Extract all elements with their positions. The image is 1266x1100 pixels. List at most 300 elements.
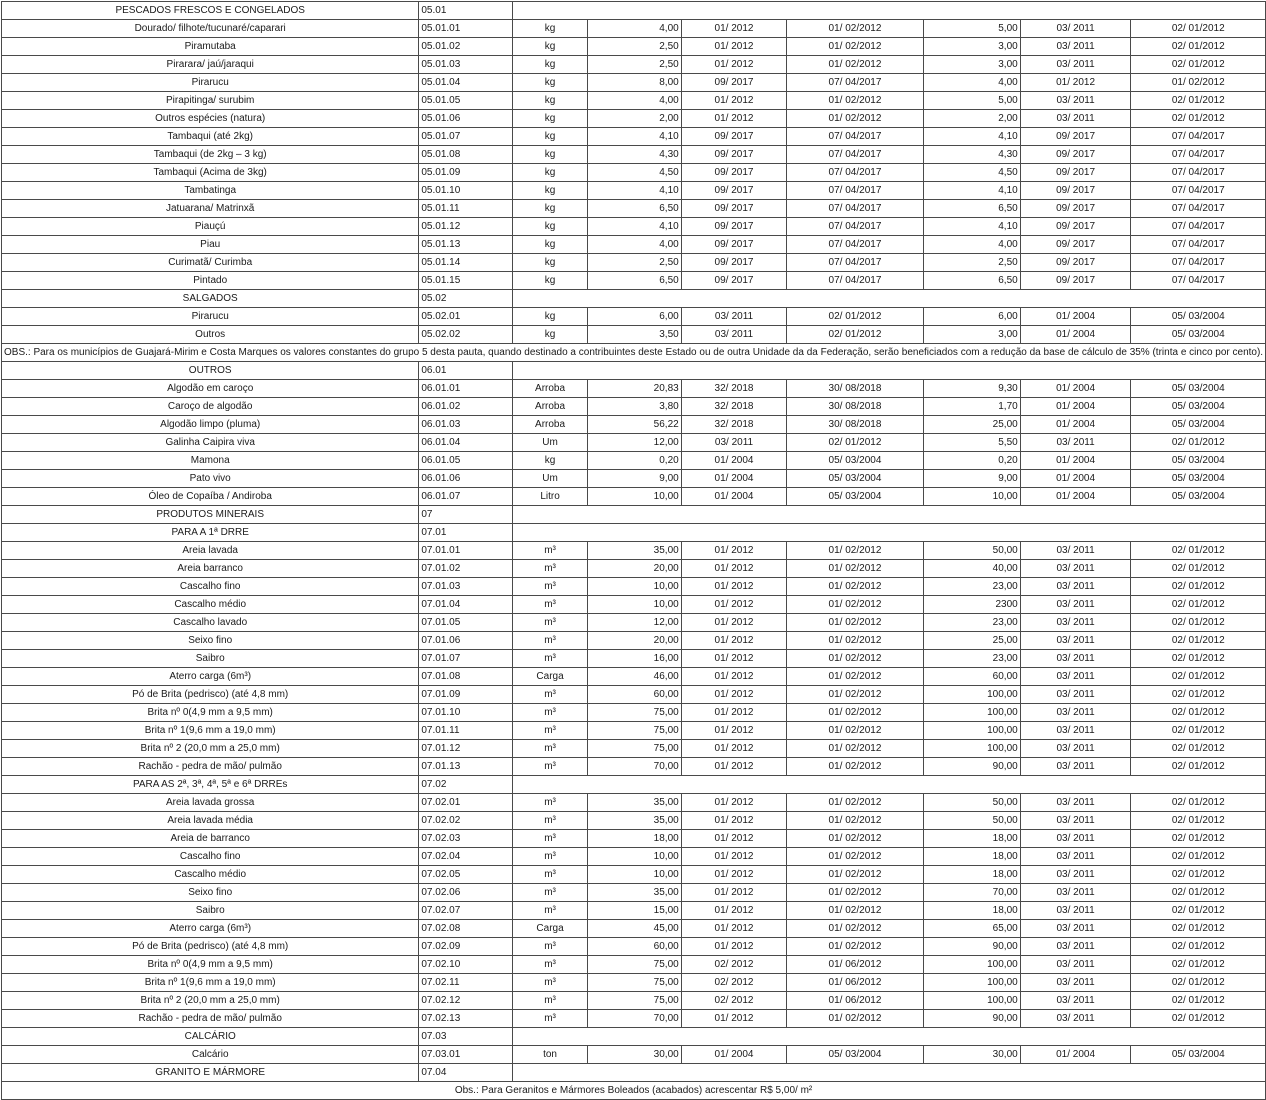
cell-product-name: Jatuarana/ Matrinxã [2, 200, 419, 218]
cell-current-period: 32/ 2018 [681, 380, 787, 398]
cell-previous-value: 4,00 [923, 236, 1020, 254]
cell-product-name: Pirapitinga/ surubim [2, 92, 419, 110]
cell-previous-date: 05/ 03/2004 [1131, 1046, 1266, 1064]
cell-current-date: 01/ 02/2012 [787, 920, 923, 938]
cell-unit: m³ [513, 632, 588, 650]
cell-previous-date: 05/ 03/2004 [1131, 416, 1266, 434]
cell-current-value: 75,00 [588, 722, 682, 740]
cell-previous-value: 23,00 [923, 578, 1020, 596]
cell-previous-date: 02/ 01/2012 [1131, 704, 1266, 722]
cell-current-value: 3,50 [588, 326, 682, 344]
table-row [2, 38, 1266, 56]
cell-previous-date: 07/ 04/2017 [1131, 182, 1266, 200]
cell-product-code: 05.01.01 [419, 20, 513, 38]
cell-previous-value: 4,10 [923, 182, 1020, 200]
section-code: 05.02 [419, 290, 513, 308]
table-row [2, 164, 1266, 182]
cell-previous-value: 6,50 [923, 272, 1020, 290]
cell-current-date: 07/ 04/2017 [787, 164, 923, 182]
cell-previous-period: 03/ 2011 [1020, 578, 1131, 596]
cell-current-value: 2,50 [588, 254, 682, 272]
cell-unit: m³ [513, 542, 588, 560]
cell-previous-date: 05/ 03/2004 [1131, 308, 1266, 326]
cell-product-name: Areia lavada grossa [2, 794, 419, 812]
cell-product-name: Tambaqui (Acima de 3kg) [2, 164, 419, 182]
cell-product-code: 05.01.05 [419, 92, 513, 110]
table-row [2, 974, 1266, 992]
cell-current-period: 01/ 2012 [681, 830, 787, 848]
cell-unit: Arroba [513, 380, 588, 398]
cell-previous-value: 5,50 [923, 434, 1020, 452]
section-code: 05.01 [419, 2, 513, 20]
cell-current-date: 01/ 02/2012 [787, 20, 923, 38]
cell-current-date: 01/ 02/2012 [787, 632, 923, 650]
cell-product-code: 07.02.03 [419, 830, 513, 848]
cell-product-code: 05.01.13 [419, 236, 513, 254]
cell-product-name: Brita nº 1(9,6 mm a 19,0 mm) [2, 974, 419, 992]
cell-previous-period: 09/ 2017 [1020, 200, 1131, 218]
cell-current-period: 01/ 2012 [681, 938, 787, 956]
cell-previous-value: 18,00 [923, 848, 1020, 866]
cell-previous-period: 01/ 2004 [1020, 1046, 1131, 1064]
cell-current-date: 01/ 02/2012 [787, 110, 923, 128]
section-blank-cell [513, 776, 1266, 794]
table-row [2, 74, 1266, 92]
cell-previous-date: 02/ 01/2012 [1131, 866, 1266, 884]
cell-previous-period: 03/ 2011 [1020, 542, 1131, 560]
cell-current-value: 70,00 [588, 758, 682, 776]
cell-current-date: 01/ 02/2012 [787, 614, 923, 632]
cell-previous-value: 90,00 [923, 1010, 1020, 1028]
section-code: 07.03 [419, 1028, 513, 1046]
table-row [2, 182, 1266, 200]
cell-product-code: 06.01.05 [419, 452, 513, 470]
cell-current-period: 01/ 2012 [681, 668, 787, 686]
section-code: 07.04 [419, 1064, 513, 1082]
cell-current-value: 56,22 [588, 416, 682, 434]
cell-unit: kg [513, 56, 588, 74]
cell-current-value: 0,20 [588, 452, 682, 470]
cell-current-period: 09/ 2017 [681, 272, 787, 290]
cell-previous-period: 09/ 2017 [1020, 272, 1131, 290]
cell-current-period: 01/ 2012 [681, 56, 787, 74]
cell-product-code: 07.01.04 [419, 596, 513, 614]
cell-previous-period: 01/ 2004 [1020, 488, 1131, 506]
table-row [2, 452, 1266, 470]
cell-current-date: 05/ 03/2004 [787, 470, 923, 488]
section-code: 06.01 [419, 362, 513, 380]
cell-current-value: 4,00 [588, 20, 682, 38]
cell-previous-value: 50,00 [923, 794, 1020, 812]
cell-current-date: 01/ 02/2012 [787, 704, 923, 722]
cell-previous-period: 03/ 2011 [1020, 434, 1131, 452]
cell-current-period: 01/ 2012 [681, 560, 787, 578]
cell-product-name: Brita nº 1(9,6 mm a 19,0 mm) [2, 722, 419, 740]
cell-current-value: 46,00 [588, 668, 682, 686]
cell-previous-date: 02/ 01/2012 [1131, 560, 1266, 578]
cell-previous-value: 100,00 [923, 686, 1020, 704]
cell-current-date: 01/ 02/2012 [787, 542, 923, 560]
cell-product-name: Brita nº 0(4,9 mm a 9,5 mm) [2, 956, 419, 974]
section-header-row [2, 506, 1266, 524]
cell-current-date: 07/ 04/2017 [787, 272, 923, 290]
cell-unit: kg [513, 200, 588, 218]
cell-current-value: 75,00 [588, 956, 682, 974]
cell-current-date: 07/ 04/2017 [787, 236, 923, 254]
table-row [2, 416, 1266, 434]
cell-current-value: 20,00 [588, 560, 682, 578]
cell-previous-date: 02/ 01/2012 [1131, 542, 1266, 560]
cell-current-date: 01/ 02/2012 [787, 884, 923, 902]
table-row [2, 218, 1266, 236]
cell-current-date: 01/ 02/2012 [787, 866, 923, 884]
cell-unit: m³ [513, 812, 588, 830]
cell-previous-period: 03/ 2011 [1020, 596, 1131, 614]
cell-previous-period: 03/ 2011 [1020, 110, 1131, 128]
cell-previous-period: 03/ 2011 [1020, 794, 1131, 812]
cell-previous-value: 25,00 [923, 416, 1020, 434]
cell-unit: m³ [513, 974, 588, 992]
cell-current-value: 12,00 [588, 434, 682, 452]
cell-product-code: 05.01.06 [419, 110, 513, 128]
cell-current-period: 01/ 2012 [681, 614, 787, 632]
cell-previous-period: 03/ 2011 [1020, 56, 1131, 74]
cell-product-name: Aterro carga (6m³) [2, 920, 419, 938]
cell-product-code: 07.02.10 [419, 956, 513, 974]
cell-current-period: 01/ 2012 [681, 704, 787, 722]
table-row [2, 1046, 1266, 1064]
cell-product-code: 06.01.04 [419, 434, 513, 452]
cell-current-value: 30,00 [588, 1046, 682, 1064]
cell-product-code: 05.01.03 [419, 56, 513, 74]
section-header-row [2, 2, 1266, 20]
cell-previous-date: 07/ 04/2017 [1131, 254, 1266, 272]
cell-current-value: 2,50 [588, 38, 682, 56]
cell-current-value: 10,00 [588, 848, 682, 866]
cell-current-period: 09/ 2017 [681, 254, 787, 272]
cell-product-name: Caroço de algodão [2, 398, 419, 416]
cell-current-period: 01/ 2012 [681, 794, 787, 812]
cell-product-name: Brita nº 2 (20,0 mm a 25,0 mm) [2, 992, 419, 1010]
cell-previous-date: 02/ 01/2012 [1131, 650, 1266, 668]
section-blank-cell [513, 1064, 1266, 1082]
cell-unit: kg [513, 164, 588, 182]
cell-current-date: 01/ 02/2012 [787, 830, 923, 848]
cell-current-value: 12,00 [588, 614, 682, 632]
cell-unit: ton [513, 1046, 588, 1064]
cell-current-period: 01/ 2012 [681, 812, 787, 830]
cell-previous-date: 07/ 04/2017 [1131, 236, 1266, 254]
cell-product-name: Piau [2, 236, 419, 254]
cell-current-value: 9,00 [588, 470, 682, 488]
cell-current-period: 09/ 2017 [681, 182, 787, 200]
cell-previous-value: 4,10 [923, 218, 1020, 236]
cell-product-name: Cascalho médio [2, 596, 419, 614]
cell-previous-period: 03/ 2011 [1020, 938, 1131, 956]
cell-previous-period: 01/ 2004 [1020, 398, 1131, 416]
cell-product-name: Mamona [2, 452, 419, 470]
cell-current-period: 01/ 2012 [681, 92, 787, 110]
cell-current-value: 15,00 [588, 902, 682, 920]
cell-unit: kg [513, 128, 588, 146]
cell-current-date: 01/ 02/2012 [787, 1010, 923, 1028]
cell-previous-value: 90,00 [923, 938, 1020, 956]
cell-unit: kg [513, 218, 588, 236]
cell-product-code: 05.01.10 [419, 182, 513, 200]
cell-product-name: Rachão - pedra de mão/ pulmão [2, 1010, 419, 1028]
cell-product-code: 07.01.08 [419, 668, 513, 686]
section-code: 07.01 [419, 524, 513, 542]
cell-current-period: 01/ 2012 [681, 848, 787, 866]
cell-unit: m³ [513, 650, 588, 668]
table-row [2, 488, 1266, 506]
cell-current-period: 09/ 2017 [681, 218, 787, 236]
cell-previous-date: 07/ 04/2017 [1131, 272, 1266, 290]
cell-current-date: 07/ 04/2017 [787, 200, 923, 218]
cell-product-code: 06.01.07 [419, 488, 513, 506]
cell-product-name: Óleo de Copaíba / Andiroba [2, 488, 419, 506]
cell-current-date: 07/ 04/2017 [787, 128, 923, 146]
cell-previous-date: 05/ 03/2004 [1131, 398, 1266, 416]
table-row [2, 884, 1266, 902]
cell-previous-value: 100,00 [923, 974, 1020, 992]
cell-previous-value: 6,00 [923, 308, 1020, 326]
cell-current-value: 6,50 [588, 272, 682, 290]
cell-previous-date: 02/ 01/2012 [1131, 830, 1266, 848]
cell-previous-value: 3,00 [923, 326, 1020, 344]
cell-previous-date: 07/ 04/2017 [1131, 218, 1266, 236]
section-blank-cell [513, 524, 1266, 542]
cell-current-date: 07/ 04/2017 [787, 74, 923, 92]
cell-unit: m³ [513, 956, 588, 974]
cell-current-period: 01/ 2012 [681, 1010, 787, 1028]
cell-current-date: 01/ 02/2012 [787, 686, 923, 704]
table-row [2, 992, 1266, 1010]
cell-previous-date: 02/ 01/2012 [1131, 794, 1266, 812]
cell-product-name: Saibro [2, 902, 419, 920]
cell-current-value: 75,00 [588, 992, 682, 1010]
cell-current-date: 01/ 02/2012 [787, 848, 923, 866]
cell-current-date: 01/ 02/2012 [787, 596, 923, 614]
cell-unit: kg [513, 326, 588, 344]
cell-previous-date: 02/ 01/2012 [1131, 578, 1266, 596]
cell-product-name: Piramutaba [2, 38, 419, 56]
table-row [2, 740, 1266, 758]
cell-current-value: 75,00 [588, 974, 682, 992]
cell-current-value: 2,50 [588, 56, 682, 74]
cell-current-date: 05/ 03/2004 [787, 488, 923, 506]
cell-previous-period: 03/ 2011 [1020, 884, 1131, 902]
cell-product-name: Galinha Caipira viva [2, 434, 419, 452]
table-row [2, 272, 1266, 290]
section-title: PARA AS 2ª, 3ª, 4ª, 5ª e 6ª DRREs [2, 776, 419, 794]
cell-previous-value: 23,00 [923, 650, 1020, 668]
section-blank-cell [513, 290, 1266, 308]
cell-product-name: Cascalho fino [2, 578, 419, 596]
table-row [2, 398, 1266, 416]
cell-previous-period: 03/ 2011 [1020, 956, 1131, 974]
table-row [2, 650, 1266, 668]
cell-previous-value: 100,00 [923, 704, 1020, 722]
cell-previous-period: 09/ 2017 [1020, 254, 1131, 272]
table-row [2, 794, 1266, 812]
cell-product-name: Pato vivo [2, 470, 419, 488]
cell-current-value: 75,00 [588, 704, 682, 722]
cell-current-period: 01/ 2012 [681, 866, 787, 884]
cell-previous-period: 09/ 2017 [1020, 146, 1131, 164]
cell-previous-period: 01/ 2004 [1020, 452, 1131, 470]
cell-product-name: Cascalho lavado [2, 614, 419, 632]
section-header-row [2, 524, 1266, 542]
cell-previous-date: 02/ 01/2012 [1131, 722, 1266, 740]
cell-previous-period: 09/ 2017 [1020, 128, 1131, 146]
cell-previous-date: 02/ 01/2012 [1131, 812, 1266, 830]
cell-previous-date: 02/ 01/2012 [1131, 1010, 1266, 1028]
table-row [2, 146, 1266, 164]
section-blank-cell [513, 2, 1266, 20]
cell-unit: m³ [513, 758, 588, 776]
cell-current-value: 70,00 [588, 1010, 682, 1028]
cell-previous-value: 3,00 [923, 38, 1020, 56]
cell-previous-value: 90,00 [923, 758, 1020, 776]
cell-unit: m³ [513, 830, 588, 848]
note-text: OBS.: Para os municípios de Guajará-Mirim e Costa Marques os valores constantes do grupo 5 desta pauta, quando destinado a contribuintes deste Estado ou de outra Unidade da da Federação, serão beneficiados com a redução da base de cálculo de 35% (trinta e cinco por cento). [2, 344, 1266, 362]
cell-previous-value: 1,70 [923, 398, 1020, 416]
cell-previous-value: 4,00 [923, 74, 1020, 92]
cell-unit: m³ [513, 938, 588, 956]
cell-current-period: 01/ 2012 [681, 632, 787, 650]
cell-current-period: 01/ 2004 [681, 470, 787, 488]
note-row [2, 1082, 1266, 1100]
cell-previous-period: 03/ 2011 [1020, 920, 1131, 938]
cell-unit: Arroba [513, 398, 588, 416]
cell-current-value: 16,00 [588, 650, 682, 668]
cell-current-value: 3,80 [588, 398, 682, 416]
cell-current-value: 60,00 [588, 686, 682, 704]
section-title: GRANITO E MÁRMORE [2, 1064, 419, 1082]
cell-current-value: 18,00 [588, 830, 682, 848]
cell-current-period: 01/ 2012 [681, 20, 787, 38]
cell-current-period: 01/ 2004 [681, 452, 787, 470]
cell-previous-value: 100,00 [923, 956, 1020, 974]
cell-unit: m³ [513, 740, 588, 758]
cell-previous-period: 03/ 2011 [1020, 740, 1131, 758]
cell-current-period: 01/ 2012 [681, 740, 787, 758]
cell-current-date: 07/ 04/2017 [787, 182, 923, 200]
cell-product-name: Areia de barranco [2, 830, 419, 848]
table-row [2, 254, 1266, 272]
cell-previous-date: 02/ 01/2012 [1131, 758, 1266, 776]
cell-product-name: Outros espécies (natura) [2, 110, 419, 128]
cell-previous-value: 9,30 [923, 380, 1020, 398]
cell-product-name: Saibro [2, 650, 419, 668]
cell-previous-date: 02/ 01/2012 [1131, 668, 1266, 686]
cell-unit: m³ [513, 992, 588, 1010]
cell-unit: Um [513, 434, 588, 452]
cell-product-name: Algodão em caroço [2, 380, 419, 398]
table-row [2, 578, 1266, 596]
cell-previous-value: 40,00 [923, 560, 1020, 578]
cell-current-period: 01/ 2012 [681, 686, 787, 704]
price-table [1, 1, 1266, 1100]
cell-previous-period: 03/ 2011 [1020, 704, 1131, 722]
cell-previous-value: 65,00 [923, 920, 1020, 938]
cell-previous-date: 07/ 04/2017 [1131, 146, 1266, 164]
cell-current-date: 01/ 06/2012 [787, 956, 923, 974]
cell-product-code: 05.01.15 [419, 272, 513, 290]
cell-unit: kg [513, 452, 588, 470]
section-title: PRODUTOS MINERAIS [2, 506, 419, 524]
cell-previous-period: 09/ 2017 [1020, 164, 1131, 182]
cell-previous-period: 09/ 2017 [1020, 182, 1131, 200]
table-row [2, 920, 1266, 938]
cell-current-period: 03/ 2011 [681, 434, 787, 452]
cell-previous-value: 2,50 [923, 254, 1020, 272]
cell-previous-period: 03/ 2011 [1020, 866, 1131, 884]
cell-previous-date: 07/ 04/2017 [1131, 164, 1266, 182]
table-row [2, 758, 1266, 776]
cell-previous-date: 02/ 01/2012 [1131, 902, 1266, 920]
cell-previous-period: 03/ 2011 [1020, 758, 1131, 776]
cell-product-code: 05.01.09 [419, 164, 513, 182]
cell-unit: Um [513, 470, 588, 488]
table-row [2, 866, 1266, 884]
cell-product-code: 07.02.07 [419, 902, 513, 920]
cell-previous-value: 4,50 [923, 164, 1020, 182]
table-row [2, 236, 1266, 254]
cell-current-date: 30/ 08/2018 [787, 416, 923, 434]
cell-current-value: 10,00 [588, 578, 682, 596]
cell-product-name: Seixo fino [2, 632, 419, 650]
cell-current-value: 2,00 [588, 110, 682, 128]
cell-product-name: Pirarucu [2, 74, 419, 92]
cell-current-value: 35,00 [588, 812, 682, 830]
cell-current-value: 4,30 [588, 146, 682, 164]
cell-current-value: 4,10 [588, 218, 682, 236]
cell-previous-date: 01/ 02/2012 [1131, 74, 1266, 92]
cell-current-period: 01/ 2012 [681, 542, 787, 560]
cell-current-date: 01/ 02/2012 [787, 38, 923, 56]
table-row [2, 308, 1266, 326]
cell-unit: kg [513, 254, 588, 272]
cell-previous-period: 03/ 2011 [1020, 686, 1131, 704]
cell-unit: m³ [513, 686, 588, 704]
cell-unit: kg [513, 182, 588, 200]
cell-previous-value: 3,00 [923, 56, 1020, 74]
cell-product-code: 07.02.05 [419, 866, 513, 884]
cell-current-period: 01/ 2012 [681, 902, 787, 920]
cell-current-period: 32/ 2018 [681, 398, 787, 416]
cell-previous-period: 03/ 2011 [1020, 1010, 1131, 1028]
cell-previous-date: 02/ 01/2012 [1131, 56, 1266, 74]
cell-product-name: Cascalho médio [2, 866, 419, 884]
cell-current-date: 01/ 02/2012 [787, 722, 923, 740]
cell-current-period: 09/ 2017 [681, 236, 787, 254]
cell-current-date: 01/ 06/2012 [787, 992, 923, 1010]
cell-current-date: 01/ 06/2012 [787, 974, 923, 992]
table-row [2, 56, 1266, 74]
cell-product-name: Tambaqui (até 2kg) [2, 128, 419, 146]
cell-previous-period: 03/ 2011 [1020, 92, 1131, 110]
cell-current-period: 02/ 2012 [681, 992, 787, 1010]
cell-previous-date: 05/ 03/2004 [1131, 470, 1266, 488]
cell-current-period: 01/ 2012 [681, 38, 787, 56]
section-header-row [2, 1064, 1266, 1082]
table-row [2, 938, 1266, 956]
table-row [2, 380, 1266, 398]
table-row [2, 1010, 1266, 1028]
section-blank-cell [513, 506, 1266, 524]
